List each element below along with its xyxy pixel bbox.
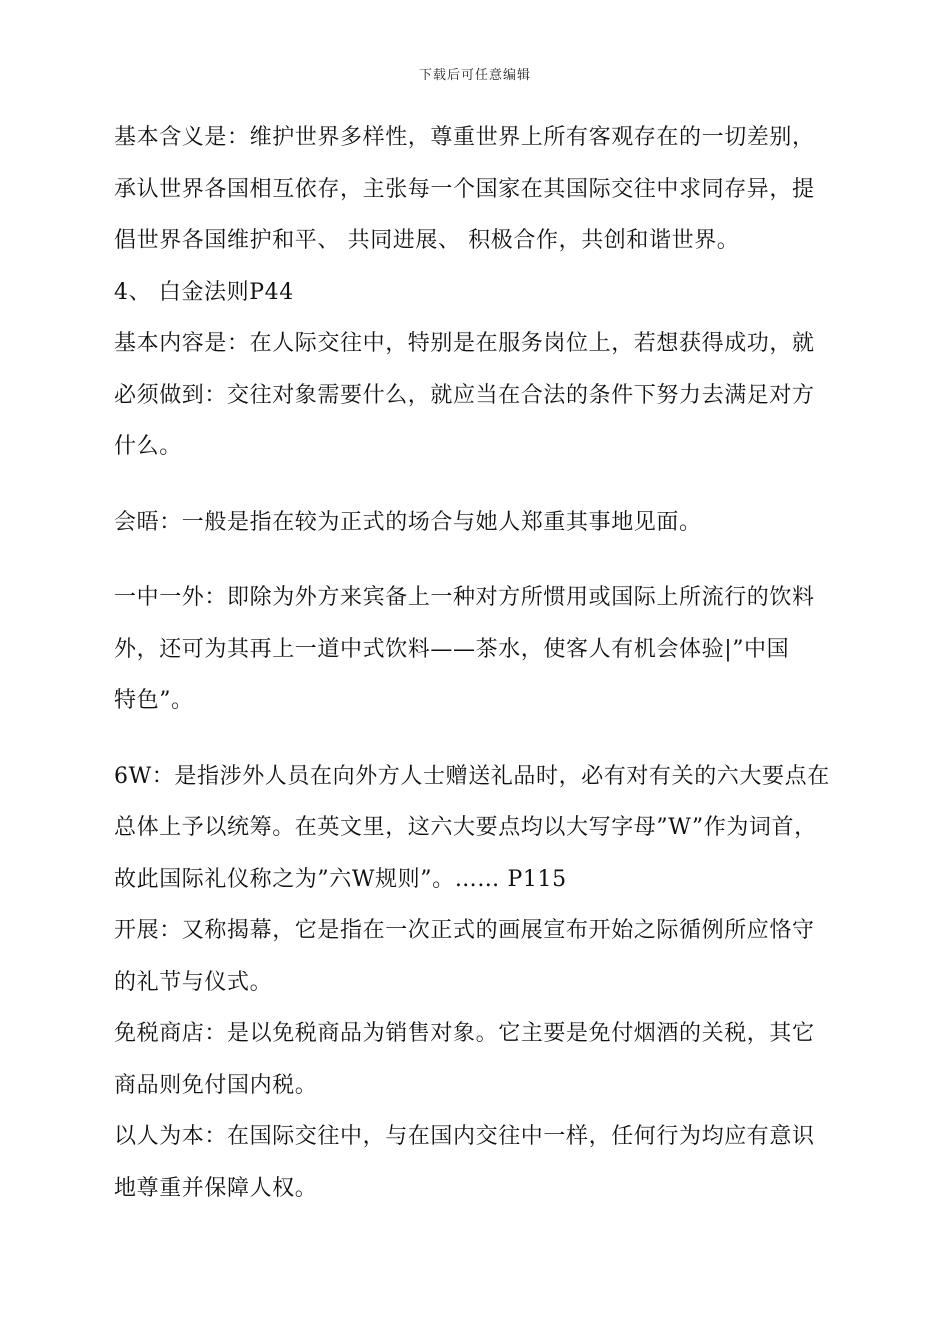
paragraph-basic-content — [114, 324, 840, 479]
paragraph-basic-meaning — [114, 118, 840, 273]
document-body — [114, 118, 840, 1220]
text-line: 会晤：一般是指在较为正式的场合与她人郑重其事地见面。 — [114, 509, 702, 535]
text-line: 外，还可为其再上一道中式饮料——茶水，使客人有机会体验|”中国 — [114, 636, 790, 662]
spacer — [114, 479, 840, 503]
text-line: 开展：又称揭幕，它是指在一次正式的画展宣布开始之际循例所应恪守 — [114, 918, 815, 943]
spacer — [114, 554, 840, 578]
text-line: 基本内容是：在人际交往中，特别是在服务岗位上，若想获得成功，就 — [114, 331, 815, 356]
paragraph-meeting — [114, 503, 840, 555]
text-line: 什么。 — [114, 434, 182, 459]
section-heading: 4、 白金法则P44 — [114, 279, 294, 305]
page-header: 下载后可任意编辑 — [418, 68, 531, 83]
paragraph-exhibition-opening — [114, 911, 840, 1014]
text-line: 一中一外：即除为外方来宾备上一种对方所惯用或国际上所流行的饮料 — [114, 585, 815, 610]
text-line: 倡世界各国维护和平、 共同进展、 积极合作，共创和谐世界。 — [114, 228, 740, 253]
text-line: 以人为本：在国际交往中，与在国内交往中一样，任何行为均应有意识 — [114, 1124, 815, 1149]
text-line: 免税商店：是以免税商品为销售对象。它主要是免付烟酒的关税，其它 — [114, 1021, 815, 1046]
paragraph-one-chinese-one-foreign — [114, 578, 840, 733]
text-line: 基本含义是：维护世界多样性，尊重世界上所有客观存在的一切差别， — [114, 125, 815, 150]
text-line: 地尊重并保障人权。 — [114, 1175, 318, 1201]
text-line: 6W：是指涉外人员在向外方人士赠送礼品时，必有对有关的六大要点在 — [114, 763, 830, 789]
paragraph-6w — [114, 757, 840, 912]
spacer — [114, 733, 840, 757]
section-heading-platinum-rule — [114, 273, 840, 325]
text-line: 必须做到：交往对象需要什么，就应当在合法的条件下努力去满足对方 — [114, 382, 815, 408]
text-line: 故此国际礼仪称之为”六W规则”。…… P115 — [114, 866, 567, 892]
text-line: 总体上予以统筹。在英文里，这六大要点均以大写字母”W”作为词首， — [114, 815, 817, 840]
paragraph-duty-free-shop — [114, 1014, 840, 1117]
text-line: 的礼节与仪式。 — [114, 969, 273, 995]
text-line: 承认世界各国相互依存，主张每一个国家在其国际交往中求同存异，提 — [114, 176, 815, 202]
text-line: 商品则免付国内税。 — [114, 1072, 318, 1098]
paragraph-people-oriented — [114, 1117, 840, 1220]
text-line: 特色”。 — [114, 688, 194, 713]
